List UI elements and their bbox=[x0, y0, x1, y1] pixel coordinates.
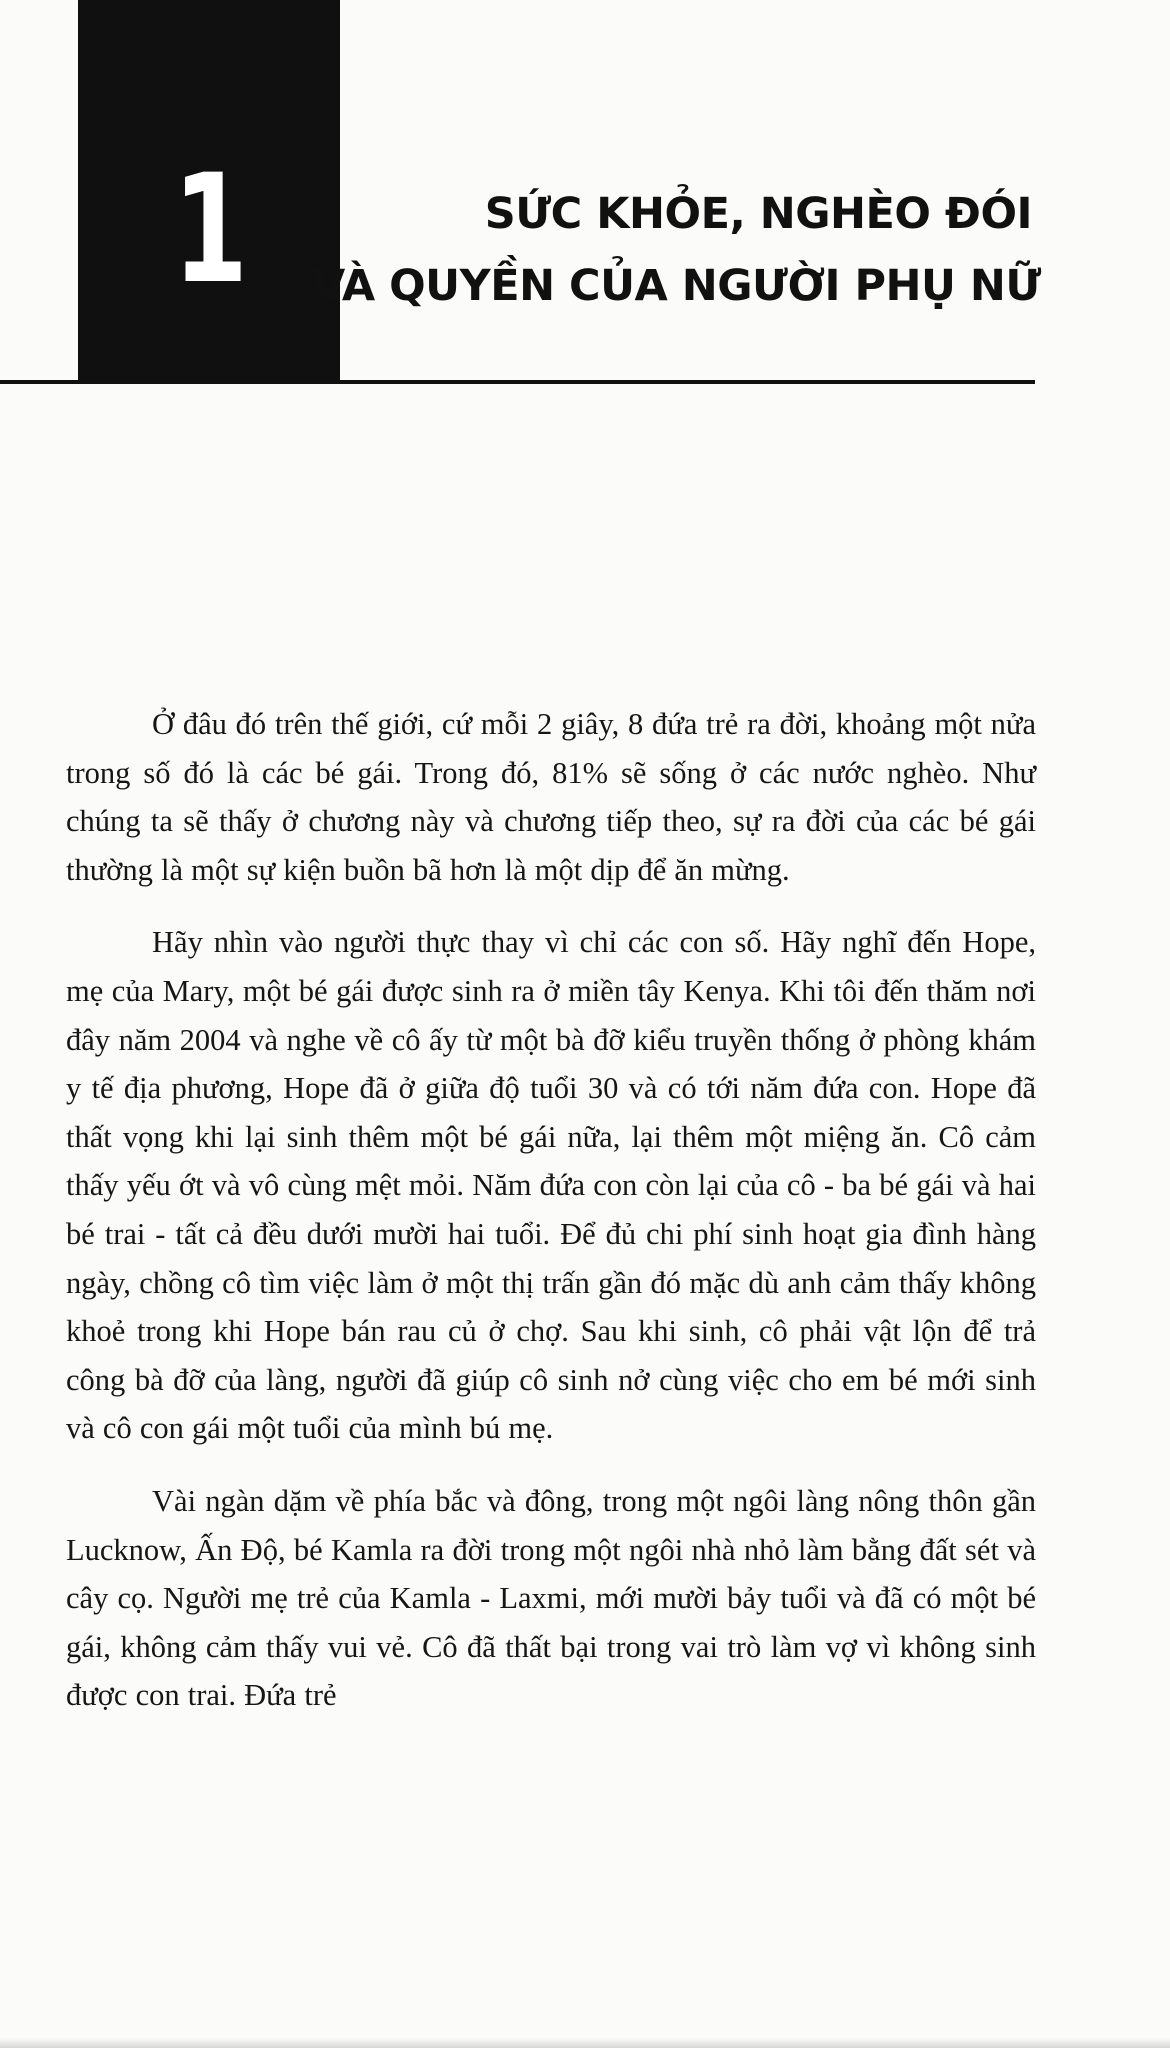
chapter-number: 1 bbox=[172, 143, 246, 317]
paragraph-2: Hãy nhìn vào người thực thay vì chỉ các con số. Hãy nghĩ đến Hope, mẹ của Mary, một bé gái được sinh ra ở miền tây Kenya. Khi tôi đến thăm nơi đây năm 2004 và nghe về cô ấy từ một bà đỡ kiểu truyền thống ở phòng khám y tế địa phương, Hope đã ở giữa độ tuổi 30 và có tới năm đứa con. Hope đã thất vọng khi lại sinh thêm một bé gái nữa, lại thêm một miệng ăn. Cô cảm thấy yếu ớt và vô cùng mệt mỏi. Năm đứa con còn lại của cô - ba bé gái và hai bé trai - tất cả đều dưới mười hai tuổi. Để đủ chi phí sinh hoạt gia đình hàng ngày, chồng cô tìm việc làm ở một thị trấn gần đó mặc dù anh cảm thấy không khoẻ trong khi Hope bán rau củ ở chợ. Sau khi sinh, cô phải vật lộn để trả công bà đỡ của làng, người đã giúp cô sinh nở cùng việc cho em bé mới sinh và cô con gái một tuổi của mình bú mẹ. bbox=[66, 925, 1036, 1446]
chapter-title bbox=[312, 178, 1041, 322]
body-text bbox=[66, 700, 1036, 1744]
paragraph-3: Vài ngàn dặm về phía bắc và đông, trong một ngôi làng nông thôn gần Lucknow, Ấn Độ, bé Kamla ra đời trong một ngôi nhà nhỏ làm bằng đất sét và cây cọ. Người mẹ trẻ của Kamla - Laxmi, mới mười bảy tuổi và đã có một bé gái, không cảm thấy vui vẻ. Cô đã thất bại trong vai trò làm vợ vì không sinh được con trai. Đứa trẻ bbox=[66, 1483, 1036, 1713]
paragraph-1: Ở đâu đó trên thế giới, cứ mỗi 2 giây, 8 đứa trẻ ra đời, khoảng một nửa trong số đó là các bé gái. Trong đó, 81% sẽ sống ở các nước nghèo. Như chúng ta sẽ thấy ở chương này và chương tiếp theo, sự ra đời của các bé gái thường là một sự kiện buồn bã hơn là một dịp để ăn mừng. bbox=[66, 707, 1036, 887]
chapter-title-line-1: SỨC KHỎE, NGHÈO ĐÓI bbox=[484, 189, 1032, 239]
chapter-divider-rule bbox=[0, 380, 1035, 384]
chapter-number-block bbox=[78, 0, 340, 380]
chapter-title-line-2: VÀ QUYỀN CỦA NGƯỜI PHỤ NỮ bbox=[312, 261, 1041, 311]
page-bottom-edge bbox=[0, 2038, 1170, 2048]
